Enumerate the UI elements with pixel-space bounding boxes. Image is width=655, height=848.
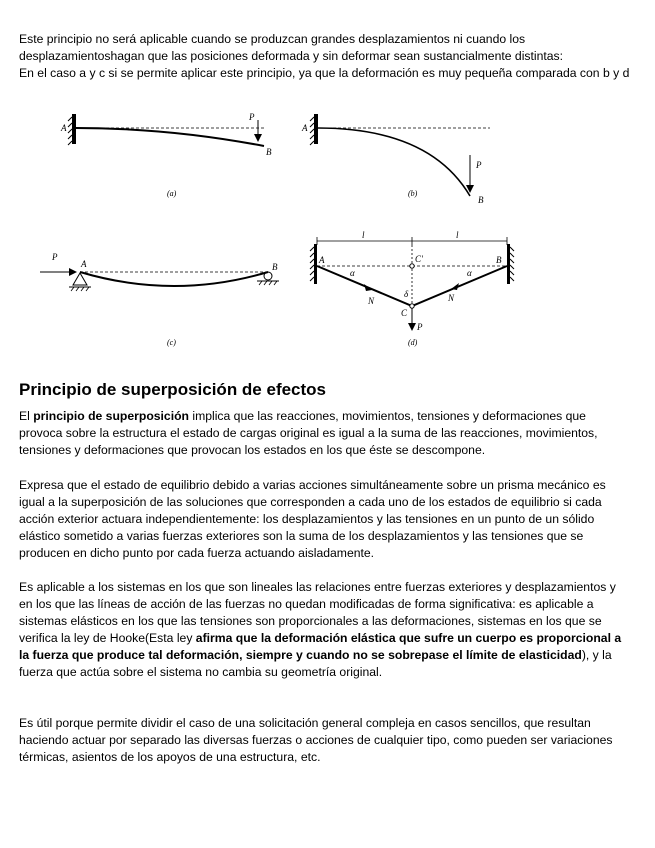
figure-d-left-wall-hatch [310,247,314,281]
figure-b-wall-hatch [310,117,314,145]
figure-a-label-a: A [61,123,67,133]
intro-line-2: En el caso a y c si se permite aplicar este principio, ya que la deformación es muy pequeña comparada con b y d [19,66,630,80]
paragraph-equilibrium: Expresa que el estado de equilibrio debido a varias acciones simultáneamente sobre un prisma mecánico es igual a la superposición de las soluciones que corresponden a cada uno de los estados de equilibrio si cada acción exterior actuara independientemente: los desplazamientos y las tensiones en un punto de un sólido elástico sometido a varias fuerzas exteriores son la suma de los desplazamientos y las tensiones que se producen en dicho punto por cada fuerza actuando aisladamente. [19,478,606,560]
paragraph-applicability [19,579,631,681]
figure-b-deflected-beam [318,128,470,196]
paragraph-definition-post: implica que las reacciones, movimientos, tensiones y deformaciones que provoca sobre la estructura el estado de cargas original es igual a la suma de las reacciones, movimientos, tensiones y deformaciones que provocan los estados en los que éste se descompone. [19,409,598,457]
figure-c-deflected-beam [80,272,268,286]
figure-d-right-wall-hatch [510,247,514,281]
figure-b-caption: (b) [408,189,418,198]
figure-b-wall [314,114,318,144]
paragraph-usefulness: Es útil porque permite dividir el caso de una solicitación general compleja en casos sencillos, que resultan haciendo actuar por separado las diversas fuerzas o acciones de cualquier tipo, como pueden ser variaciones térmicas, asientos de los apoyos de una estructura, etc. [19,716,613,764]
section-heading: Principio de superposición de efectos [19,380,327,399]
figure-d-label-b: B [496,255,502,265]
figure-d-label-c: C [401,308,408,318]
figure-c-roller [264,272,272,280]
figure-d-label-alpha-1: α [350,268,355,278]
figure-a [60,112,272,198]
figure-a-caption: (a) [167,189,177,198]
figure-d-label-n1: N [368,296,375,306]
figure-d-label-n2: N [448,293,455,303]
paragraph-definition [19,408,631,459]
figure-c-label-a: A [81,259,87,269]
figure-a-label-b: B [266,147,272,157]
figure-c-pin-support [73,273,87,285]
figure-d [310,230,514,347]
beam-deflection-figures [0,0,655,360]
paragraph-applicability-pre: Es aplicable a los sistemas en los que son lineales las relaciones entre fuerzas exteriores y desplazamientos y en los que las líneas de acción de las fuerzas no quedan modificadas de forma significativa: es aplicable a sistemas elásticos en los que las tensiones son proporcionales a las deformaciones, sistemas en los que se verifica la ley de Hooke(Esta ley [19,580,616,645]
paragraph-definition-pre: El [19,409,34,423]
figure-c-caption: (c) [167,338,176,347]
figure-d-label-l1: l [362,230,365,240]
figure-d-caption: (d) [408,338,418,347]
figure-d-left-wall [314,244,317,284]
figure-d-right-wall [507,244,510,284]
figure-d-node-c [410,304,414,308]
figure-c-roller-hatch [259,281,277,285]
figure-b-label-a: A [302,123,308,133]
intro-line-1: Este principio no será aplicable cuando se produzcan grandes desplazamientos ni cuando los desplazamientoshagan que las posiciones deformada y sin deformar sean sustancialmente distintas: [19,32,564,63]
figure-d-label-a: A [319,255,325,265]
figure-c-label-b: B [272,262,278,272]
figure-d-label-alpha-2: α [467,268,472,278]
figure-d-node-c-prime [410,264,414,268]
figure-d-tension-arrow-left [364,284,372,291]
figure-a-wall [72,114,76,144]
figure-d-label-delta: δ [404,289,409,299]
figure-b-label-p: P [476,160,482,170]
figure-c-label-p: P [52,252,58,262]
figure-d-label-p: P [417,322,423,332]
figure-b [301,114,490,205]
figure-a-deflected-beam [76,128,264,146]
paragraph-definition-term: principio de superposición [33,409,189,423]
figure-d-tension-arrow-right [451,283,459,290]
figure-d-label-c-prime: C' [415,254,423,264]
figure-a-label-p: P [249,112,255,122]
figure-d-label-l2: l [456,230,459,240]
figure-c-pin-hatch [71,287,89,291]
paragraph-hooke-law: afirma que la deformación elástica que sufre un cuerpo es proporcional a la fuerza que produce tal deformación, siempre y cuando no se sobrepase el límite de elasticidad [19,631,622,662]
figure-a-wall-hatch [68,117,72,145]
paragraph-applicability-post: ), y la fuerza que actúa sobre el sistema no cambia su geometría original. [19,648,612,679]
figure-b-label-b: B [478,195,484,205]
figure-c [40,252,279,347]
